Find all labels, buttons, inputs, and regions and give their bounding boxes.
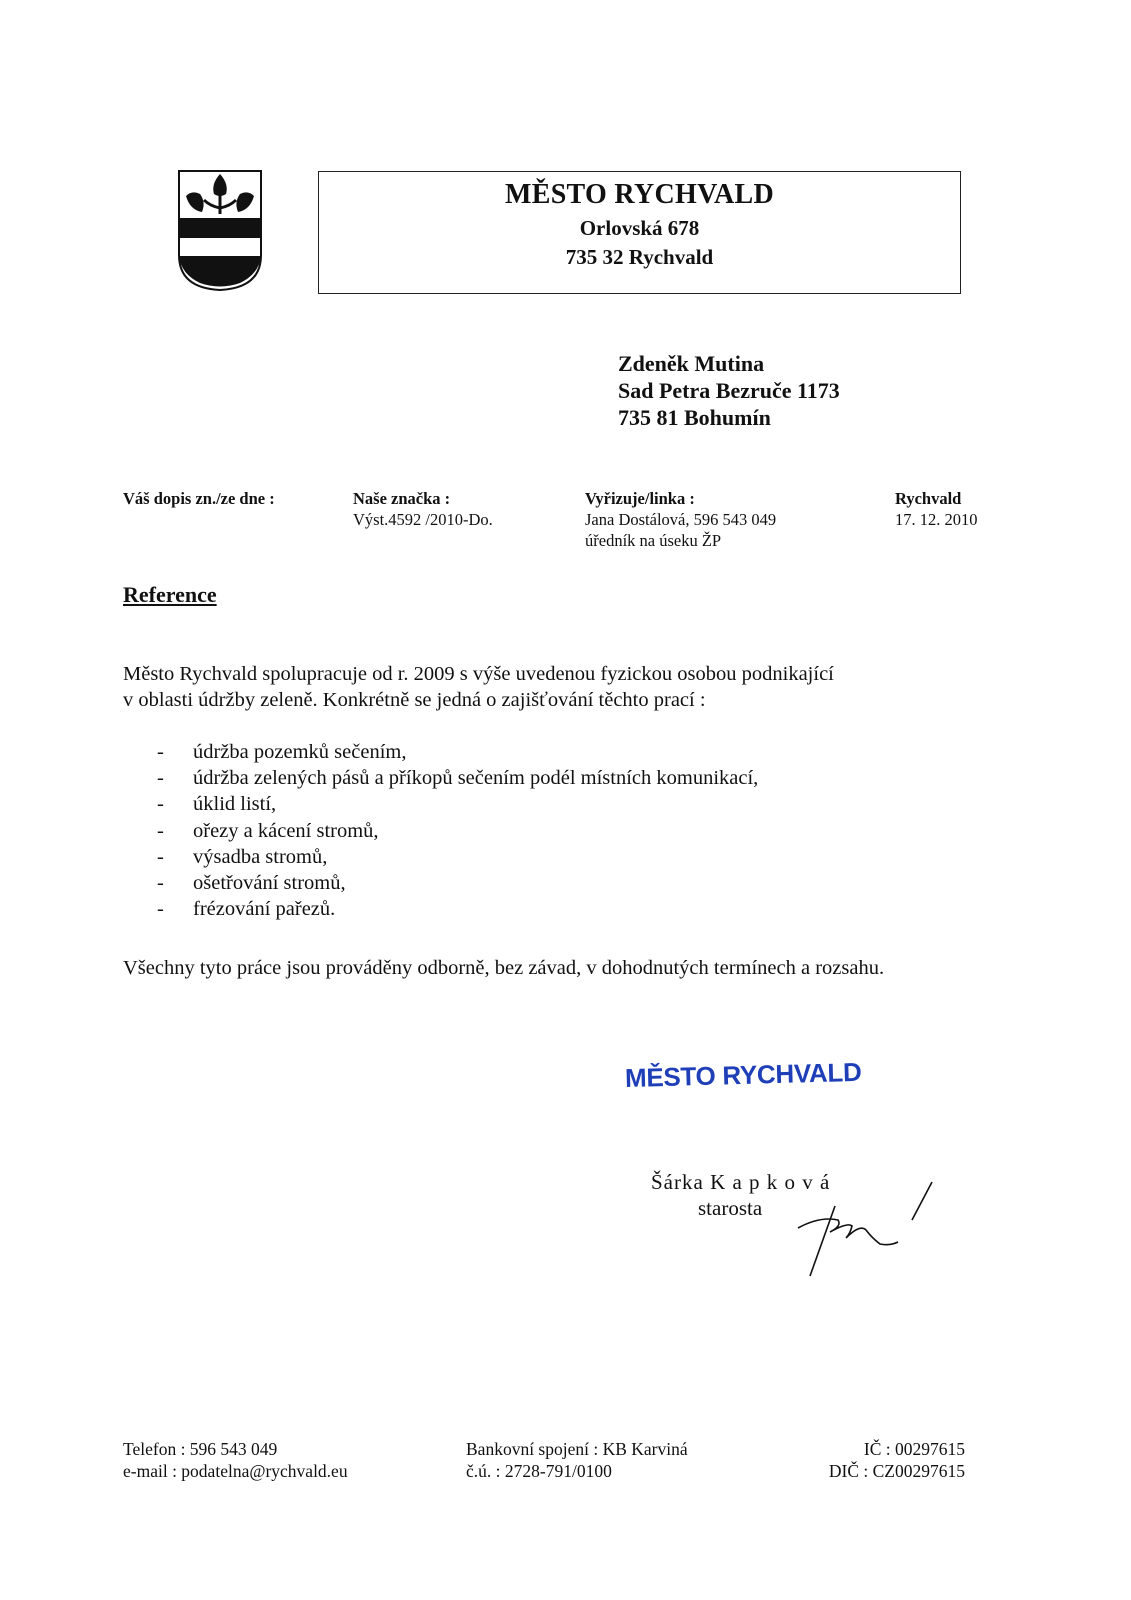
your-letter-label: Váš dopis zn./ze dne :: [123, 489, 275, 508]
place-label: Rychvald: [895, 489, 962, 508]
intro-line: Město Rychvald spolupracuje od r. 2009 s výše uvedenou fyzickou osobou podnikající: [123, 663, 834, 685]
list-item: - údržba pozemků sečením,: [155, 739, 758, 765]
recipient-name: Zdeněk Mutina: [618, 351, 765, 376]
place-date-column: [895, 488, 978, 530]
recipient-city: 735 81 Bohumín: [618, 405, 771, 430]
our-ref-column: [353, 488, 493, 530]
footer-phone: Telefon : 596 543 049: [123, 1439, 278, 1459]
closing-paragraph: Všechny tyto práce jsou prováděny odborně, bez závad, v dohodnutých termínech a rozsahu.: [123, 957, 885, 979]
letterhead-title: MĚSTO RYCHVALD: [504, 179, 774, 210]
date-value: 17. 12. 2010: [895, 510, 978, 529]
footer-ic: IČ : 00297615: [863, 1439, 965, 1459]
document-heading: Reference: [123, 582, 217, 607]
handled-by-column: [585, 488, 776, 551]
list-item: - údržba zelených pásů a příkopů sečením podél místních komunikací,: [155, 765, 758, 791]
handwritten-signature: [780, 1176, 970, 1286]
list-item: - frézování pařezů.: [155, 896, 758, 922]
list-item: - ošetřování stromů,: [155, 870, 758, 896]
footer-ids: [780, 1438, 965, 1482]
intro-line: v oblasti údržby zeleně. Konkrétně se jedná o zajišťování těchto prací :: [123, 689, 706, 711]
list-item: - úklid listí,: [155, 791, 758, 817]
our-ref-label: Naše značka :: [353, 489, 451, 508]
footer-contact: [123, 1438, 348, 1482]
signatory-role: starosta: [698, 1196, 763, 1220]
handled-by-label: Vyřizuje/linka :: [585, 489, 695, 508]
work-items-list: [155, 739, 758, 922]
our-ref-value: Výst.4592 /2010-Do.: [353, 510, 493, 529]
footer-account: č.ú. : 2728-791/0100: [466, 1461, 612, 1481]
footer-dic: DIČ : CZ00297615: [828, 1461, 965, 1481]
letterhead-city: 735 32 Rychvald: [565, 245, 714, 269]
footer-email: e-mail : podatelna@rychvald.eu: [123, 1461, 348, 1481]
town-crest-icon: [178, 170, 262, 296]
your-letter-column: [123, 488, 275, 509]
signatory-name: Šárka K a p k o v á: [651, 1170, 831, 1194]
official-stamp: MĚSTO RYCHVALD: [624, 1056, 862, 1093]
list-item: - výsadba stromů,: [155, 844, 758, 870]
letterhead-box: [318, 171, 961, 294]
letterhead-street: Orlovská 678: [579, 216, 700, 240]
intro-paragraph: [123, 661, 1003, 713]
footer-bank: [466, 1438, 688, 1482]
handled-by-value: Jana Dostálová, 596 543 049: [585, 510, 777, 529]
recipient-address: [618, 350, 840, 431]
handled-by-role: úředník na úseku ŽP: [585, 531, 722, 550]
recipient-street: Sad Petra Bezruče 1173: [618, 378, 840, 403]
footer-bank-name: Bankovní spojení : KB Karviná: [466, 1439, 688, 1459]
list-item: - ořezy a kácení stromů,: [155, 818, 758, 844]
